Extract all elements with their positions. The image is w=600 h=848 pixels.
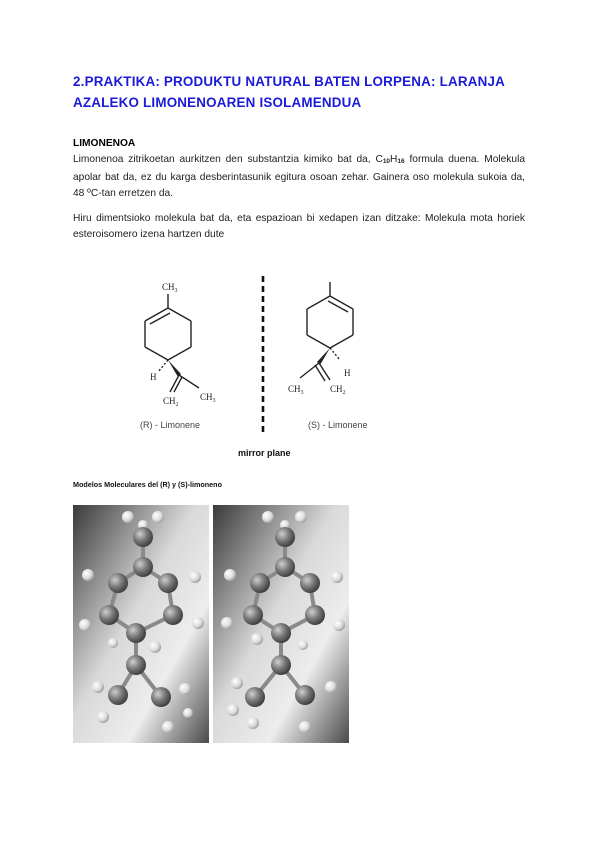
models-caption: Modelos Moleculares del (R) y (S)-limoneno <box>73 480 222 489</box>
r-h-label: H <box>150 372 157 382</box>
s-ch2-label: $CH_2$ <box>330 384 346 396</box>
r-limonene-model-image <box>73 505 209 743</box>
paragraph-text-before-formula: Limonenoa zitrikoetan aurkitzen den substantzia kimiko bat da, <box>73 154 376 165</box>
page-title: 2.PRAKTIKA: PRODUKTU NATURAL BATEN LORPENA: LARANJA AZALEKO LIMONENOAREN ISOLAMENDUA <box>73 74 505 110</box>
r-ch3-side-label: $CH_3$ <box>200 392 216 404</box>
r-limonene-label: (R) - Limonene <box>140 420 201 430</box>
r-ch2-label: $CH_2$ <box>163 396 179 408</box>
s-h-label: H <box>344 368 351 378</box>
paragraph-description <box>73 152 525 202</box>
s-limonene-label: (S) - Limonene <box>308 420 368 430</box>
section-heading: LIMONENOA <box>73 138 136 149</box>
r-ch3-top-label: $CH_3$ <box>162 282 178 294</box>
s-limonene-model-image <box>213 505 349 743</box>
paragraph-stereoisomers: Hiru dimentsioko molekula bat da, eta espazioan bi xedapen izan ditzake: Molekula mota horiek esteroisomero izena hartzen dute <box>73 213 525 240</box>
s-limonene-structure <box>300 282 353 381</box>
limonene-structures-figure <box>120 268 420 460</box>
s-ch3-side-label: $CH_3$ <box>288 384 304 396</box>
chemical-formula: $C_{10}H_{16}$ <box>375 154 405 165</box>
paragraph-text-after-formula: formula duena. Molekula apolar bat da, ez du karga desberintasunik egitura osoan zehar. Gainera oso molekula sukoia da, 48 ºC-tan erretzen da. <box>73 154 525 199</box>
mirror-plane-label: mirror plane <box>238 448 291 458</box>
